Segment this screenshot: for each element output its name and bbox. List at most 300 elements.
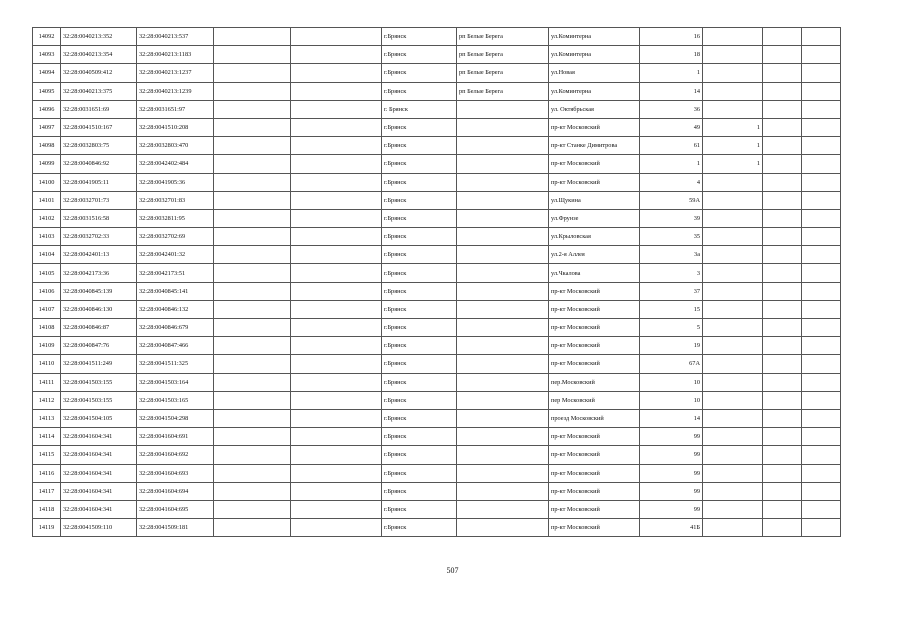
row-number-cell: 14102: [33, 209, 61, 227]
count-cell: [703, 173, 763, 191]
building-cadastral-number-cell: 32:28:0040213:1237: [137, 64, 214, 82]
count-cell: [703, 464, 763, 482]
empty-cell: [214, 355, 291, 373]
table-row: [33, 82, 841, 100]
empty-cell: [214, 428, 291, 446]
empty-cell: [291, 64, 382, 82]
city-cell: г.Брянск: [382, 28, 457, 46]
empty-cell: [291, 282, 382, 300]
empty-cell: [802, 319, 841, 337]
row-number-cell: 14103: [33, 228, 61, 246]
empty-cell: [802, 355, 841, 373]
count-cell: [703, 409, 763, 427]
building-cadastral-number-cell: 32:28:0041503:165: [137, 391, 214, 409]
empty-cell: [291, 373, 382, 391]
count-cell: 1: [703, 155, 763, 173]
row-number-cell: 14105: [33, 264, 61, 282]
empty-cell: [802, 228, 841, 246]
building-cadastral-number-cell: 32:28:0040213:537: [137, 28, 214, 46]
table-row: [33, 246, 841, 264]
row-number-cell: 14119: [33, 519, 61, 537]
cadastral-number-cell: 32:28:0040847:76: [61, 337, 137, 355]
city-cell: г.Брянск: [382, 464, 457, 482]
building-cadastral-number-cell: 32:28:0032811:95: [137, 209, 214, 227]
city-cell: г.Брянск: [382, 246, 457, 264]
table-row: [33, 228, 841, 246]
city-cell: г.Брянск: [382, 264, 457, 282]
house-number-cell: 99: [640, 482, 703, 500]
empty-cell: [214, 464, 291, 482]
table-row: [33, 191, 841, 209]
street-cell: пр-кт Московский: [549, 355, 640, 373]
count-cell: [703, 46, 763, 64]
cadastral-number-cell: 32:28:0040213:354: [61, 46, 137, 64]
row-number-cell: 14110: [33, 355, 61, 373]
table-row: [33, 464, 841, 482]
table-row: [33, 319, 841, 337]
settlement-cell: [457, 373, 549, 391]
table-row: [33, 482, 841, 500]
street-cell: пр-кт Московский: [549, 500, 640, 518]
building-cadastral-number-cell: 32:28:0041511:325: [137, 355, 214, 373]
count-cell: [703, 500, 763, 518]
house-number-cell: 3: [640, 264, 703, 282]
empty-cell: [763, 100, 802, 118]
city-cell: г.Брянск: [382, 337, 457, 355]
settlement-cell: [457, 246, 549, 264]
count-cell: [703, 391, 763, 409]
count-cell: [703, 428, 763, 446]
house-number-cell: 36: [640, 100, 703, 118]
empty-cell: [291, 464, 382, 482]
house-number-cell: 14: [640, 409, 703, 427]
city-cell: г.Брянск: [382, 355, 457, 373]
empty-cell: [291, 246, 382, 264]
street-cell: ул.Новая: [549, 64, 640, 82]
street-cell: пр-кт Московский: [549, 282, 640, 300]
row-number-cell: 14101: [33, 191, 61, 209]
settlement-cell: [457, 319, 549, 337]
row-number-cell: 14108: [33, 319, 61, 337]
row-number-cell: 14098: [33, 137, 61, 155]
empty-cell: [802, 391, 841, 409]
settlement-cell: [457, 173, 549, 191]
empty-cell: [214, 500, 291, 518]
empty-cell: [802, 246, 841, 264]
count-cell: [703, 228, 763, 246]
row-number-cell: 14107: [33, 300, 61, 318]
city-cell: г.Брянск: [382, 228, 457, 246]
cadastral-number-cell: 32:28:0032702:33: [61, 228, 137, 246]
street-cell: ул.Фрунзе: [549, 209, 640, 227]
street-cell: пр-кт Московский: [549, 428, 640, 446]
empty-cell: [214, 246, 291, 264]
count-cell: [703, 100, 763, 118]
empty-cell: [802, 373, 841, 391]
table-row: [33, 282, 841, 300]
street-cell: пр-кт Московский: [549, 464, 640, 482]
cadastral-number-cell: 32:28:0032701:73: [61, 191, 137, 209]
empty-cell: [214, 264, 291, 282]
empty-cell: [802, 519, 841, 537]
cadastral-number-cell: 32:28:0041604:341: [61, 482, 137, 500]
city-cell: г.Брянск: [382, 282, 457, 300]
street-cell: пр-кт Московский: [549, 319, 640, 337]
table-row: [33, 173, 841, 191]
row-number-cell: 14106: [33, 282, 61, 300]
empty-cell: [291, 46, 382, 64]
cadastral-number-cell: 32:28:0031651:69: [61, 100, 137, 118]
count-cell: [703, 191, 763, 209]
row-number-cell: 14118: [33, 500, 61, 518]
house-number-cell: 10: [640, 391, 703, 409]
settlement-cell: [457, 409, 549, 427]
empty-cell: [763, 409, 802, 427]
city-cell: г.Брянск: [382, 446, 457, 464]
empty-cell: [802, 191, 841, 209]
building-cadastral-number-cell: 32:28:0040213:1183: [137, 46, 214, 64]
empty-cell: [291, 155, 382, 173]
city-cell: г.Брянск: [382, 46, 457, 64]
table-row: [33, 337, 841, 355]
page-number: 507: [446, 566, 459, 575]
empty-cell: [763, 246, 802, 264]
street-cell: ул.Коминтерна: [549, 28, 640, 46]
empty-cell: [763, 391, 802, 409]
settlement-cell: [457, 519, 549, 537]
street-cell: пр-кт Московский: [549, 337, 640, 355]
empty-cell: [763, 28, 802, 46]
street-cell: ул.Чкалова: [549, 264, 640, 282]
building-cadastral-number-cell: 32:28:0041905:36: [137, 173, 214, 191]
row-number-cell: 14114: [33, 428, 61, 446]
cadastral-number-cell: 32:28:0040846:92: [61, 155, 137, 173]
street-cell: пр-кт Московский: [549, 519, 640, 537]
settlement-cell: [457, 355, 549, 373]
house-number-cell: 37: [640, 282, 703, 300]
city-cell: г.Брянск: [382, 300, 457, 318]
row-number-cell: 14115: [33, 446, 61, 464]
empty-cell: [214, 64, 291, 82]
empty-cell: [291, 100, 382, 118]
row-number-cell: 14096: [33, 100, 61, 118]
empty-cell: [214, 409, 291, 427]
empty-cell: [802, 500, 841, 518]
empty-cell: [763, 500, 802, 518]
street-cell: проезд Московский: [549, 409, 640, 427]
empty-cell: [291, 300, 382, 318]
table-row: [33, 100, 841, 118]
cadastral-number-cell: 32:28:0041604:341: [61, 464, 137, 482]
count-cell: [703, 355, 763, 373]
row-number-cell: 14104: [33, 246, 61, 264]
empty-cell: [214, 228, 291, 246]
empty-cell: [763, 191, 802, 209]
empty-cell: [763, 173, 802, 191]
count-cell: [703, 519, 763, 537]
settlement-cell: [457, 446, 549, 464]
building-cadastral-number-cell: 32:28:0041604:693: [137, 464, 214, 482]
empty-cell: [802, 428, 841, 446]
empty-cell: [763, 337, 802, 355]
street-cell: ул.2-я Аллея: [549, 246, 640, 264]
empty-cell: [291, 137, 382, 155]
street-cell: пр-кт Московский: [549, 482, 640, 500]
table-row: [33, 300, 841, 318]
empty-cell: [763, 482, 802, 500]
empty-cell: [291, 337, 382, 355]
count-cell: 1: [703, 118, 763, 136]
row-number-cell: 14109: [33, 337, 61, 355]
city-cell: г.Брянск: [382, 82, 457, 100]
building-cadastral-number-cell: 32:28:0032701:83: [137, 191, 214, 209]
house-number-cell: 4: [640, 173, 703, 191]
empty-cell: [214, 300, 291, 318]
settlement-cell: рп Белые Берега: [457, 46, 549, 64]
empty-cell: [214, 391, 291, 409]
row-number-cell: 14092: [33, 28, 61, 46]
city-cell: г.Брянск: [382, 391, 457, 409]
empty-cell: [291, 118, 382, 136]
cadastral-number-cell: 32:28:0041604:341: [61, 428, 137, 446]
settlement-cell: рп Белые Берега: [457, 28, 549, 46]
count-cell: [703, 246, 763, 264]
city-cell: г.Брянск: [382, 155, 457, 173]
city-cell: г.Брянск: [382, 500, 457, 518]
building-cadastral-number-cell: 32:28:0040213:1239: [137, 82, 214, 100]
empty-cell: [763, 355, 802, 373]
empty-cell: [291, 500, 382, 518]
city-cell: г.Брянск: [382, 209, 457, 227]
settlement-cell: [457, 264, 549, 282]
settlement-cell: рп Белые Берега: [457, 82, 549, 100]
registry-body: [33, 28, 841, 537]
empty-cell: [291, 519, 382, 537]
row-number-cell: 14097: [33, 118, 61, 136]
empty-cell: [214, 519, 291, 537]
street-cell: ул. Октябрьская: [549, 100, 640, 118]
empty-cell: [802, 446, 841, 464]
building-cadastral-number-cell: 32:28:0042401:32: [137, 246, 214, 264]
building-cadastral-number-cell: 32:28:0041504:298: [137, 409, 214, 427]
registry-table: [32, 27, 841, 537]
cadastral-number-cell: 32:28:0041509:110: [61, 519, 137, 537]
settlement-cell: [457, 228, 549, 246]
table-row: [33, 264, 841, 282]
empty-cell: [214, 82, 291, 100]
city-cell: г.Брянск: [382, 137, 457, 155]
empty-cell: [291, 355, 382, 373]
house-number-cell: 5: [640, 319, 703, 337]
empty-cell: [802, 137, 841, 155]
cadastral-number-cell: 32:28:0040509:412: [61, 64, 137, 82]
empty-cell: [214, 209, 291, 227]
city-cell: г. Брянск: [382, 100, 457, 118]
cadastral-number-cell: 32:28:0041504:105: [61, 409, 137, 427]
empty-cell: [291, 173, 382, 191]
cadastral-number-cell: 32:28:0040846:130: [61, 300, 137, 318]
table-row: [33, 446, 841, 464]
house-number-cell: 18: [640, 46, 703, 64]
city-cell: г.Брянск: [382, 428, 457, 446]
city-cell: г.Брянск: [382, 519, 457, 537]
street-cell: пр-кт Московский: [549, 300, 640, 318]
house-number-cell: 99: [640, 446, 703, 464]
empty-cell: [763, 228, 802, 246]
table-row: [33, 137, 841, 155]
cadastral-number-cell: 32:28:0042173:36: [61, 264, 137, 282]
street-cell: ул.Коминтерна: [549, 82, 640, 100]
building-cadastral-number-cell: 32:28:0041604:691: [137, 428, 214, 446]
city-cell: г.Брянск: [382, 173, 457, 191]
settlement-cell: [457, 155, 549, 173]
row-number-cell: 14117: [33, 482, 61, 500]
table-row: [33, 46, 841, 64]
city-cell: г.Брянск: [382, 373, 457, 391]
settlement-cell: [457, 191, 549, 209]
row-number-cell: 14100: [33, 173, 61, 191]
empty-cell: [214, 173, 291, 191]
table-row: [33, 118, 841, 136]
empty-cell: [763, 446, 802, 464]
house-number-cell: 61: [640, 137, 703, 155]
city-cell: г.Брянск: [382, 409, 457, 427]
building-cadastral-number-cell: 32:28:0031651:97: [137, 100, 214, 118]
settlement-cell: [457, 100, 549, 118]
empty-cell: [763, 319, 802, 337]
empty-cell: [214, 482, 291, 500]
settlement-cell: [457, 337, 549, 355]
house-number-cell: 99: [640, 428, 703, 446]
settlement-cell: [457, 500, 549, 518]
empty-cell: [802, 282, 841, 300]
row-number-cell: 14093: [33, 46, 61, 64]
table-row: [33, 209, 841, 227]
empty-cell: [214, 337, 291, 355]
house-number-cell: 3а: [640, 246, 703, 264]
cadastral-number-cell: 32:28:0041510:167: [61, 118, 137, 136]
empty-cell: [214, 46, 291, 64]
cadastral-number-cell: 32:28:0041503:155: [61, 373, 137, 391]
cadastral-number-cell: 32:28:0040213:352: [61, 28, 137, 46]
empty-cell: [291, 191, 382, 209]
street-cell: пр-кт Станке Димитрова: [549, 137, 640, 155]
building-cadastral-number-cell: 32:28:0042402:484: [137, 155, 214, 173]
cadastral-number-cell: 32:28:0041604:341: [61, 446, 137, 464]
settlement-cell: [457, 391, 549, 409]
empty-cell: [291, 319, 382, 337]
row-number-cell: 14113: [33, 409, 61, 427]
empty-cell: [802, 28, 841, 46]
settlement-cell: [457, 282, 549, 300]
empty-cell: [291, 428, 382, 446]
row-number-cell: 14094: [33, 64, 61, 82]
empty-cell: [763, 264, 802, 282]
empty-cell: [763, 519, 802, 537]
house-number-cell: 41Б: [640, 519, 703, 537]
cadastral-number-cell: 32:28:0040846:87: [61, 319, 137, 337]
house-number-cell: 10: [640, 373, 703, 391]
empty-cell: [291, 209, 382, 227]
street-cell: пер Московский: [549, 391, 640, 409]
empty-cell: [214, 373, 291, 391]
count-cell: [703, 337, 763, 355]
building-cadastral-number-cell: 32:28:0040847:466: [137, 337, 214, 355]
empty-cell: [802, 100, 841, 118]
empty-cell: [291, 391, 382, 409]
cadastral-number-cell: 32:28:0040845:139: [61, 282, 137, 300]
empty-cell: [214, 446, 291, 464]
empty-cell: [802, 209, 841, 227]
empty-cell: [291, 409, 382, 427]
house-number-cell: 67А: [640, 355, 703, 373]
count-cell: [703, 446, 763, 464]
table-row: [33, 64, 841, 82]
empty-cell: [214, 28, 291, 46]
empty-cell: [802, 482, 841, 500]
empty-cell: [802, 118, 841, 136]
table-row: [33, 355, 841, 373]
empty-cell: [214, 282, 291, 300]
cadastral-number-cell: 32:28:0041604:341: [61, 500, 137, 518]
row-number-cell: 14095: [33, 82, 61, 100]
settlement-cell: [457, 482, 549, 500]
count-cell: [703, 300, 763, 318]
house-number-cell: 59А: [640, 191, 703, 209]
house-number-cell: 15: [640, 300, 703, 318]
street-cell: пер.Московский: [549, 373, 640, 391]
street-cell: пр-кт Московский: [549, 155, 640, 173]
house-number-cell: 35: [640, 228, 703, 246]
empty-cell: [214, 137, 291, 155]
empty-cell: [214, 191, 291, 209]
empty-cell: [214, 319, 291, 337]
street-cell: ул.Щукина: [549, 191, 640, 209]
empty-cell: [802, 155, 841, 173]
settlement-cell: [457, 118, 549, 136]
empty-cell: [802, 173, 841, 191]
empty-cell: [763, 137, 802, 155]
count-cell: [703, 264, 763, 282]
empty-cell: [802, 82, 841, 100]
empty-cell: [802, 464, 841, 482]
empty-cell: [802, 409, 841, 427]
cadastral-number-cell: 32:28:0032803:75: [61, 137, 137, 155]
street-cell: пр-кт Московский: [549, 446, 640, 464]
building-cadastral-number-cell: 32:28:0040846:679: [137, 319, 214, 337]
house-number-cell: 39: [640, 209, 703, 227]
city-cell: г.Брянск: [382, 118, 457, 136]
table-row: [33, 391, 841, 409]
table-row: [33, 373, 841, 391]
empty-cell: [763, 373, 802, 391]
building-cadastral-number-cell: 32:28:0041604:692: [137, 446, 214, 464]
empty-cell: [763, 155, 802, 173]
empty-cell: [763, 209, 802, 227]
empty-cell: [214, 118, 291, 136]
empty-cell: [763, 118, 802, 136]
count-cell: [703, 319, 763, 337]
house-number-cell: 1: [640, 155, 703, 173]
settlement-cell: [457, 300, 549, 318]
settlement-cell: рп Белые Берега: [457, 64, 549, 82]
empty-cell: [763, 82, 802, 100]
cadastral-number-cell: 32:28:0042401:13: [61, 246, 137, 264]
empty-cell: [802, 264, 841, 282]
building-cadastral-number-cell: 32:28:0041509:181: [137, 519, 214, 537]
cadastral-number-cell: 32:28:0040213:375: [61, 82, 137, 100]
count-cell: 1: [703, 137, 763, 155]
